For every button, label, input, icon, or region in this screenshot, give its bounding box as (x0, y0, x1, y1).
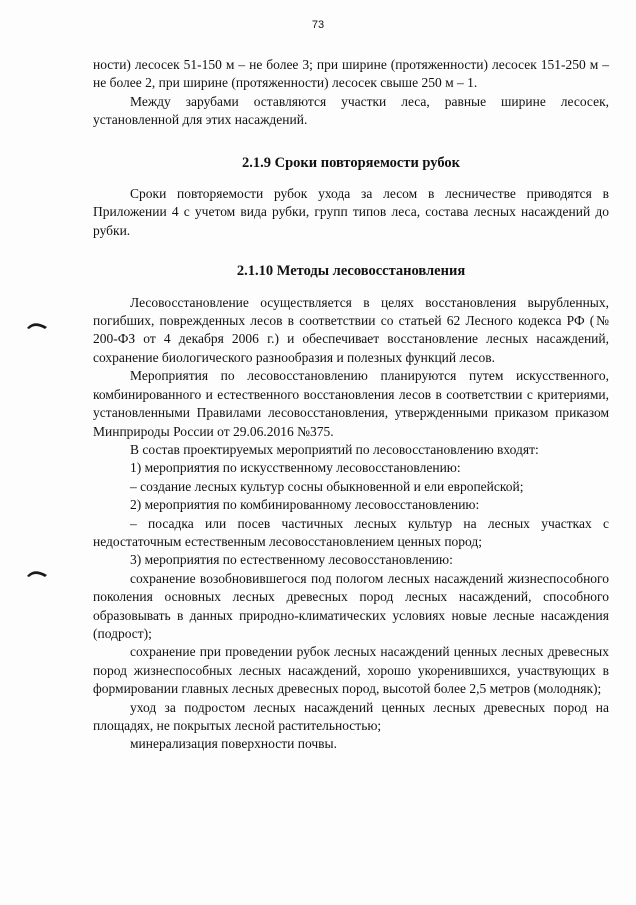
section-title: 2.1.9 Сроки повторяемости рубок (241, 154, 461, 171)
paragraph: сохранение при проведении рубок лесных насаждений ценных лесных древесных пород жизнеспособных лесных насаждений, хорошо укоренившихся, участвующих в формировании главных лесных древесных пород, высотой более 2,5 метров (молодняк); (93, 644, 609, 697)
paragraph: Лесовосстановление осуществляется в целях восстановления вырубленных, погибших, поврежденных лесов в соответствии со статьей 62 Лесного кодекса РФ (№ 200-ФЗ от 4 декабря 2006 г.) и обеспечивает восстановление лесных насаждений, сохранение биологического разнообразия и полезных функций лесов. (93, 294, 609, 365)
document-body (93, 56, 609, 754)
paragraph: В состав проектируемых мероприятий по лесовосстановлению входят: (130, 441, 539, 457)
section-title: 2.1.10 Методы лесовосстановления (236, 263, 466, 280)
list-item: – создание лесных культур сосны обыкновенной и ели европейской; (130, 478, 524, 494)
paragraph: Сроки повторяемости рубок ухода за лесом в лесничестве приводятся в Приложении 4 с учетом вида рубки, групп типов леса, состава лесных насаждений до рубки. (93, 186, 609, 238)
section-heading-reforestation-methods (93, 262, 609, 280)
binder-hole-mark-lower (26, 566, 48, 578)
list-item: 1) мероприятия по искусственному лесовосстановлению: (130, 460, 461, 476)
list-item: – посадка или посев частичных лесных культур на лесных участках с недостаточным естественным лесовосстановлением ценных пород; (93, 515, 609, 549)
paragraph-continuation: ности) лесосек 51-150 м – не более 3; при ширине (протяженности) лесосек 151-250 м – не более 2, при ширине (протяженности) лесосек свыше 250 м – 1. (93, 57, 609, 91)
paragraph: Между зарубами оставляются участки леса, равные ширине лесосек, установленной для этих насаждений. (93, 93, 609, 128)
section-heading-rotation-periods (93, 154, 609, 172)
paragraph: Мероприятия по лесовосстановлению планируются путем искусственного, комбинированного и естественного восстановления лесов в соответствии с критериями, установленными Правилами лесовосстановления, утвержденными приказом приказом Минприроды России от 29.06.2016 №375. (93, 368, 609, 439)
list-item: 3) мероприятия по естественному лесовосстановлению: (130, 552, 453, 568)
paragraph: минерализация поверхности почвы. (130, 736, 337, 752)
binder-hole-mark-upper (26, 318, 48, 330)
paragraph: уход за подростом лесных насаждений ценных лесных древесных пород на площадях, не покрытых лесной растительностью; (93, 699, 609, 733)
list-item: 2) мероприятия по комбинированному лесовосстановлению: (130, 497, 480, 513)
paragraph: сохранение возобновившегося под пологом лесных насаждений жизнеспособного поколения основных лесных древесных пород лесных насаждений, способного образовывать в данных природно-климатических условиях новые лесные насаждения (подрост); (93, 570, 609, 641)
page-number: 73 (311, 19, 325, 31)
